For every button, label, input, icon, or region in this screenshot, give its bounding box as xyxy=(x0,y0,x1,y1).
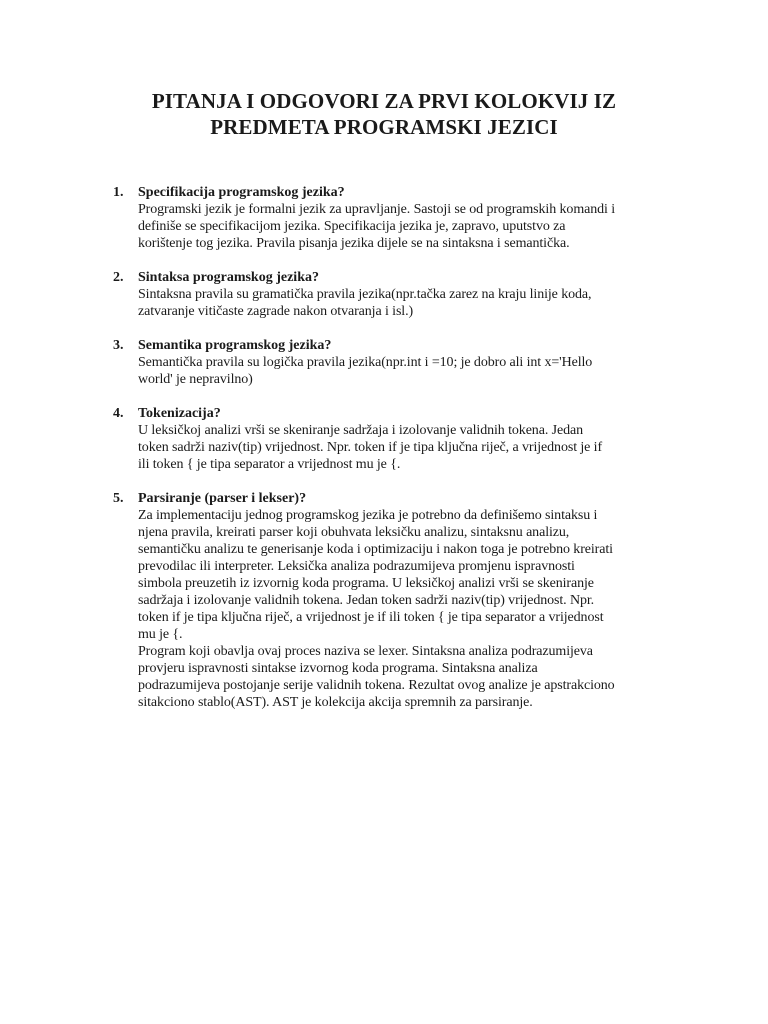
answer-line: Sintaksna pravila su gramatička pravila jezika(npr.tačka zarez na kraju linije koda, xyxy=(138,287,592,302)
answer-line: Za implementaciju jednog programskog jezika je potrebno da definišemo sintaksu i xyxy=(138,508,598,523)
question-item xyxy=(0,269,768,320)
question-title: Parsiranje (parser i lekser)? xyxy=(138,491,307,506)
question-number: 1. xyxy=(113,185,124,200)
answer-line: sadržaja i izolovanje validnih tokena. Jedan token sadrži naziv(tip) vrijednost. Npr. xyxy=(138,593,595,608)
question-title: Sintaksa programskog jezika? xyxy=(138,270,319,285)
question-item xyxy=(0,184,768,252)
answer-line: token if je tipa ključna riječ, a vrijednost je if ili token { je tipa separator a vrijednost xyxy=(138,610,604,625)
answer-line: U leksičkoj analizi vrši se skeniranje sadržaja i izolovanje validnih tokena. Jedan xyxy=(138,423,583,438)
answer-line: sitakciono stablo(AST). AST je kolekcija akcija spremnih za parsiranje. xyxy=(138,695,533,710)
question-item xyxy=(0,405,768,473)
question-title: Tokenizacija? xyxy=(138,406,221,421)
answer-line: ili token { je tipa separator a vrijednost mu je {. xyxy=(138,457,401,472)
question-item xyxy=(0,490,768,711)
answer-line: semantičku analizu te generisanje koda i optimizaciju i nakon toga je potrebno kreirati xyxy=(138,542,613,557)
answer-line: zatvaranje vitičaste zagrade nakon otvaranja i isl.) xyxy=(138,304,414,319)
question-number: 4. xyxy=(113,406,124,421)
question-item xyxy=(0,337,768,388)
document-title xyxy=(60,88,708,140)
answer-line: world' je nepravilno) xyxy=(138,372,253,387)
title-line-1: PITANJA I ODGOVORI ZA PRVI KOLOKVIJ IZ xyxy=(151,89,617,113)
answer-line: korištenje tog jezika. Pravila pisanja jezika dijele se na sintaksna i semantička. xyxy=(138,236,570,251)
question-body xyxy=(138,269,678,320)
question-body xyxy=(138,337,678,388)
question-number: 5. xyxy=(113,491,124,506)
question-title: Semantika programskog jezika? xyxy=(138,338,332,353)
answer-line: provjeru ispravnosti sintakse izvornog koda programa. Sintaksna analiza xyxy=(138,661,538,676)
answer-line: simbola preuzetih iz izvornig koda programa. U leksičkoj analizi vrši se skeniranje xyxy=(138,576,594,591)
question-body xyxy=(138,490,678,711)
answer-line: token sadrži naziv(tip) vrijednost. Npr. token if je tipa ključna riječ, a vrijednost je if xyxy=(138,440,603,455)
answer-line: Program koji obavlja ovaj proces naziva se lexer. Sintaksna analiza podrazumijeva xyxy=(138,644,593,659)
question-number: 2. xyxy=(113,270,124,285)
answer-line: prevodilac ili interpreter. Leksička analiza podrazumijeva promjenu ispravnosti xyxy=(138,559,575,574)
answer-line: Semantička pravila su logička pravila jezika(npr.int i =10; je dobro ali int x='Hello xyxy=(138,355,593,370)
question-body xyxy=(138,405,678,473)
question-list xyxy=(0,184,768,728)
answer-line: Programski jezik je formalni jezik za upravljanje. Sastoji se od programskih komandi i xyxy=(138,202,616,217)
question-title: Specifikacija programskog jezika? xyxy=(138,185,345,200)
question-number: 3. xyxy=(113,338,124,353)
title-line-2: PREDMETA PROGRAMSKI JEZICI xyxy=(210,115,558,139)
answer-line: podrazumijeva postojanje serije validnih tokena. Rezultat ovog analize je apstrakciono xyxy=(138,678,615,693)
answer-line: definiše se specifikacijom jezika. Specifikacija jezika je, zapravo, uputstvo za xyxy=(138,219,566,234)
question-body xyxy=(138,184,678,252)
answer-line: njena pravila, kreirati parser koji obuhvata leksičku analizu, sintaksnu analizu, xyxy=(138,525,570,540)
answer-line: mu je {. xyxy=(138,627,183,642)
